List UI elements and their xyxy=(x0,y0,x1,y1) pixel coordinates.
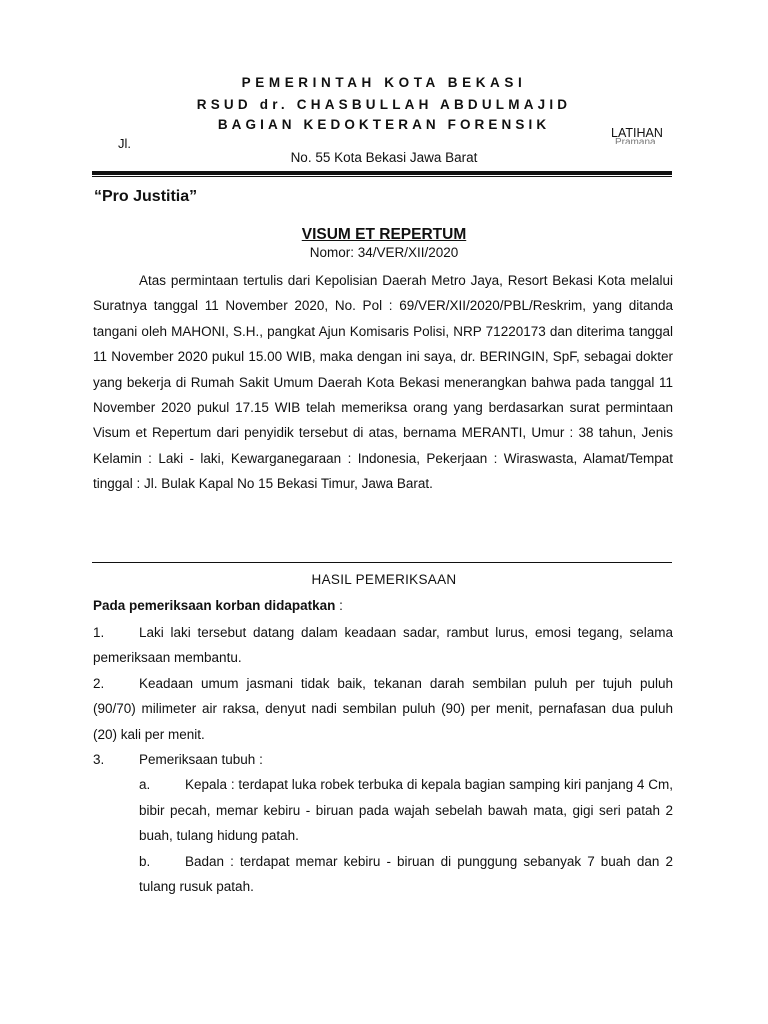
document-title: VISUM ET REPERTUM xyxy=(301,226,467,243)
results-heading: HASIL PEMERIKSAAN xyxy=(311,572,457,587)
header-address: No. 55 Kota Bekasi Jawa Barat xyxy=(290,150,478,165)
list-item xyxy=(93,747,673,772)
item-number: 2. xyxy=(93,675,105,691)
list-item xyxy=(93,671,673,747)
sub-item-letter: b. xyxy=(139,853,151,869)
sub-list-item xyxy=(139,849,673,900)
list-item xyxy=(93,620,673,671)
item-text: Laki laki tersebut datang dalam keadaan sadar, rambut lurus, emosi tegang, selama pemeriksaan membantu. xyxy=(93,625,673,666)
sub-item-letter: a. xyxy=(139,777,151,793)
header-hospital: RSUD dr. CHASBULLAH ABDULMAJID xyxy=(196,97,572,112)
item-number: 1. xyxy=(93,625,105,640)
street-prefix: Jl. xyxy=(118,136,131,151)
pro-justitia: “Pro Justitia” xyxy=(94,188,198,205)
results-intro-bold: Pada pemeriksaan korban didapatkan xyxy=(93,598,336,613)
watermark-overlap: Pramana xyxy=(615,138,656,144)
item-number: 3. xyxy=(93,752,105,768)
item-text: Pemeriksaan tubuh : xyxy=(139,752,263,768)
header-divider-thin xyxy=(92,176,672,177)
item-text: Keadaan umum jasmani tidak baik, tekanan darah sembilan puluh per tujuh puluh (90/70) milimeter air raksa, denyut nadi sembilan puluh (90) per menit, pernafasan dua puluh (20) kali per menit. xyxy=(93,675,673,742)
header-government: PEMERINTAH KOTA BEKASI xyxy=(241,75,527,90)
results-intro-suffix: : xyxy=(335,598,343,613)
watermark-label: LATIHAN xyxy=(611,126,663,140)
header-department: BAGIAN KEDOKTERAN FORENSIK xyxy=(217,117,551,132)
header-divider-thick xyxy=(92,171,672,175)
opening-paragraph: Atas permintaan tertulis dari Kepolisian Daerah Metro Jaya, Resort Bekasi Kota melalui Suratnya tanggal 11 November 2020, No. Pol : 69/VER/XII/2020/PBL/Reskrim, yang ditanda tangani oleh MAHONI, S.H., pangkat Ajun Komisaris Polisi, NRP 71220173 dan diterima tanggal 11 November 2020 pukul 15.00 WIB, maka dengan ini saya, dr. BERINGIN, SpF, sebagai dokter yang bekerja di Rumah Sakit Umum Daerah Kota Bekasi menerangkan bahwa pada tanggal 11 November 2020 pukul 17.15 WIB telah memeriksa orang yang berdasarkan surat permintaan Visum et Repertum dari penyidik tersebut di atas, bernama MERANTI, Umur : 38 tahun, Jenis Kelamin : Laki - laki, Kewarganegaraan : Indonesia, Pekerjaan : Wiraswasta, Alamat/Tempat tinggal : Jl. Bulak Kapal No 15 Bekasi Timur, Jawa Barat. xyxy=(93,273,673,492)
document-number: Nomor: 34/VER/XII/2020 xyxy=(309,245,459,260)
section-divider xyxy=(92,562,672,563)
findings-list xyxy=(93,620,673,899)
sub-item-text: Kepala : terdapat luka robek terbuka di kepala bagian samping kiri panjang 4 Cm, bibir pecah, memar kebiru - biruan pada wajah sebelah bawah mata, gigi seri patah 2 buah, tulang hidung patah. xyxy=(139,777,673,844)
sub-list-item xyxy=(139,772,673,848)
sub-item-text: Badan : terdapat memar kebiru - biruan di punggung sebanyak 7 buah dan 2 tulang rusuk patah. xyxy=(139,853,673,895)
results-intro xyxy=(93,598,343,613)
